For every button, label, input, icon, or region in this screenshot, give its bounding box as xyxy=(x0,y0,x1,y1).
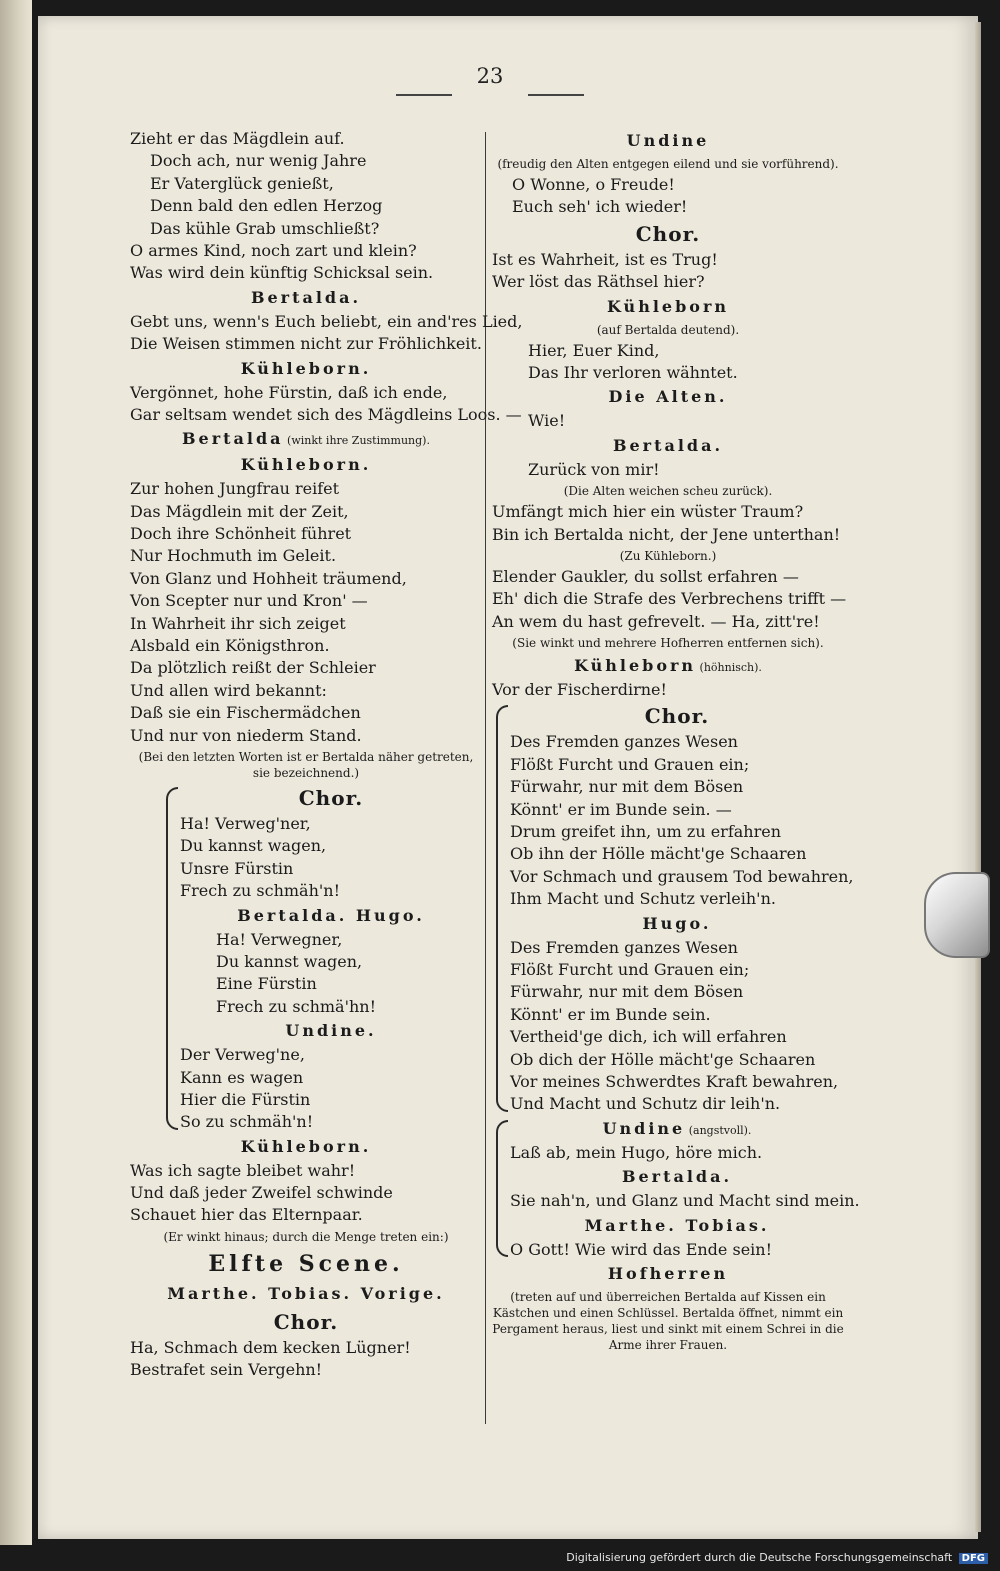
stage-direction xyxy=(492,633,844,653)
stage-direction xyxy=(492,320,844,340)
speaker-name xyxy=(130,1307,482,1337)
speaker-text: Undine xyxy=(626,131,710,150)
speaker-name xyxy=(180,783,482,813)
stage-direction xyxy=(492,154,844,174)
stage-direction xyxy=(492,481,844,501)
line-text: Ist es Wahrheit, ist es Trug! xyxy=(492,249,718,269)
line-text: Ha! Verwegner, xyxy=(216,929,343,949)
line-text: Ob dich der Hölle mächt'ge Schaaren xyxy=(510,1049,816,1069)
verse-line xyxy=(130,635,482,657)
verse-line xyxy=(492,362,844,384)
verse-line xyxy=(130,218,482,240)
verse-line xyxy=(492,611,844,633)
speaker-text: Bertalda xyxy=(182,429,284,449)
verse-line xyxy=(130,545,482,567)
dir-text: (freudig den Alten entgegen eilend und sie vorführend). xyxy=(497,157,839,171)
line-text: Zieht er das Mägdlein auf. xyxy=(130,129,345,148)
line-text: Hier, Euer Kind, xyxy=(528,340,660,360)
verse-line xyxy=(130,404,522,426)
line-text: Vergönnet, hohe Fürstin, daß ich ende, xyxy=(130,382,448,402)
line-text: Eine Fürstin xyxy=(216,974,317,994)
dir-text: (Sie winkt und mehrere Hofherren entfernen sich). xyxy=(512,636,824,651)
chorus-brace-group xyxy=(162,783,482,1134)
line-text: An wem du hast gefrevelt. — Ha, zitt're! xyxy=(492,611,820,631)
speaker-name xyxy=(130,426,482,452)
line-text: Von Glanz und Hohheit träumend, xyxy=(130,568,407,588)
line-text: Flößt Furcht und Grauen ein; xyxy=(510,959,750,979)
line-text: Drum greifet ihn, um zu erfahren xyxy=(510,822,782,842)
line-text: Daß sie ein Fischermädchen xyxy=(130,703,361,723)
line-text: Die Weisen stimmen nicht zur Fröhlichkeit. xyxy=(130,334,482,354)
speaker-direction: (winkt ihre Zustimmung). xyxy=(283,434,430,448)
speaker-name xyxy=(492,128,844,154)
stage-direction xyxy=(130,1227,482,1247)
line-text: O armes Kind, noch zart und klein? xyxy=(130,240,417,260)
speaker-name xyxy=(510,911,844,937)
speaker-name xyxy=(492,653,844,679)
line-text: Frech zu schmä'hn! xyxy=(216,996,377,1016)
line-text: Fürwahr, nur mit dem Bösen xyxy=(510,982,744,1002)
speaker-name xyxy=(492,1261,844,1287)
line-text: Vor der Fischerdirne! xyxy=(492,680,667,700)
line-text: Bin ich Bertalda nicht, der Jene unterthan! xyxy=(492,524,841,544)
chorus-brace-group xyxy=(492,701,854,1115)
speaker-name xyxy=(510,1213,844,1239)
verse-line xyxy=(180,813,482,835)
verse-line xyxy=(510,731,844,753)
speaker-text: Chor. xyxy=(273,1309,339,1334)
speaker-text: Elfte Scene. xyxy=(208,1250,404,1277)
verse-line xyxy=(180,1067,482,1089)
line-text: Gar seltsam wendet sich des Mägdleins Loos. — xyxy=(130,404,522,424)
line-text: Der Verweg'ne, xyxy=(180,1045,305,1065)
speaker-name xyxy=(492,433,844,459)
line-text: Könnt' er im Bunde sein. xyxy=(510,1004,711,1024)
dir-text: (Er winkt hinaus; durch die Menge treten ein:) xyxy=(163,1229,449,1244)
page-stack-edge xyxy=(975,22,981,1532)
speaker-name xyxy=(510,701,844,731)
verse-line xyxy=(492,501,844,523)
speaker-text: Bertalda. Hugo. xyxy=(237,905,425,925)
verse-line xyxy=(130,262,482,284)
line-text: Vor Schmach und grausem Tod bewahren, xyxy=(510,866,854,886)
speaker-text: Die Alten. xyxy=(608,387,728,407)
speaker-name xyxy=(492,294,844,320)
line-text: Und nur von niederm Stand. xyxy=(130,725,362,745)
verse-line xyxy=(510,981,844,1003)
line-text: Ihm Macht und Schutz verleih'n. xyxy=(510,889,776,909)
line-text: Was ich sagte bleibet wahr! xyxy=(130,1160,356,1180)
line-text: Wie! xyxy=(528,411,566,431)
line-text: Zur hohen Jungfrau reifet xyxy=(130,479,340,499)
verse-line xyxy=(130,501,482,523)
dir-text: (auf Bertalda deutend). xyxy=(596,322,740,337)
footer-text: Digitalisierung gefördert durch die Deutsche Forschungsgemeinschaft xyxy=(566,1551,953,1564)
speaker-name xyxy=(510,1164,844,1190)
verse-line xyxy=(130,1204,482,1226)
verse-line xyxy=(130,590,482,612)
speaker-text: Marthe. Tobias. xyxy=(584,1215,770,1235)
speaker-direction: (höhnisch). xyxy=(696,661,762,675)
verse-line xyxy=(180,858,482,880)
line-text: Sie nah'n, und Glanz und Macht sind mein. xyxy=(510,1191,860,1211)
verse-line xyxy=(492,249,844,271)
verse-line xyxy=(510,843,844,865)
speaker-text: Marthe. Tobias. Vorige. xyxy=(167,1283,445,1303)
speaker-name xyxy=(510,1116,844,1142)
line-text: Flößt Furcht und Grauen ein; xyxy=(510,754,750,774)
line-text: Und Macht und Schutz dir leih'n. xyxy=(510,1094,781,1114)
chorus-brace-group xyxy=(492,1116,860,1261)
line-text: Umfängt mich hier ein wüster Traum? xyxy=(492,502,804,522)
verse-line xyxy=(130,173,482,195)
line-text: Ha! Verweg'ner, xyxy=(180,813,311,833)
dir-text: (Bei den letzten Worten ist er Bertalda näher getreten, sie bezeichnend.) xyxy=(138,749,474,780)
verse-line xyxy=(510,1093,844,1115)
verse-line xyxy=(180,1111,482,1133)
stage-direction xyxy=(492,1287,844,1355)
verse-line xyxy=(130,195,482,217)
verse-line xyxy=(130,657,482,679)
line-text: Er Vaterglück genießt, xyxy=(150,173,334,193)
verse-line xyxy=(180,1044,482,1066)
verse-line xyxy=(510,799,844,821)
line-text: Frech zu schmäh'n! xyxy=(180,881,341,901)
line-text: Nur Hochmuth im Geleit. xyxy=(130,546,337,566)
speaker-name xyxy=(492,219,844,249)
speaker-text: Kühleborn. xyxy=(240,358,372,378)
verse-line xyxy=(510,937,844,959)
line-text: Schauet hier das Elternpaar. xyxy=(130,1205,363,1225)
speaker-name xyxy=(492,384,844,410)
speaker-text: Kühleborn xyxy=(574,656,697,676)
speaker-name xyxy=(130,452,482,478)
line-text: Könnt' er im Bunde sein. — xyxy=(510,799,732,819)
speaker-name xyxy=(130,1281,482,1307)
verse-line xyxy=(510,1071,844,1093)
verse-line xyxy=(130,523,482,545)
speaker-text: Chor. xyxy=(635,221,701,246)
verse-line xyxy=(510,1049,844,1071)
verse-line xyxy=(510,888,844,910)
left-column xyxy=(130,128,523,1382)
verse-line xyxy=(130,568,482,590)
verse-line xyxy=(510,866,854,888)
line-text: Laß ab, mein Hugo, höre mich. xyxy=(510,1142,763,1162)
speaker-text: Hugo. xyxy=(642,913,712,933)
line-text: Das kühle Grab umschließt? xyxy=(150,218,380,238)
line-text: Das Mägdlein mit der Zeit, xyxy=(130,501,349,521)
verse-line xyxy=(492,174,844,196)
line-text: So zu schmäh'n! xyxy=(180,1112,314,1132)
verse-line xyxy=(180,973,482,995)
dir-text: (treten auf und überreichen Bertalda auf Kissen ein Kästchen und einen Schlüssel. Bertalda öffnet, nimmt ein Pergament heraus, liest und sinkt mit einem Schrei in die Arme ihrer Frauen. xyxy=(492,1289,844,1352)
verse-line xyxy=(492,679,844,701)
line-text: Vor meines Schwerdtes Kraft bewahren, xyxy=(510,1071,839,1091)
verse-line xyxy=(510,754,844,776)
verse-line xyxy=(510,959,844,981)
verse-line xyxy=(130,1182,482,1204)
line-text: Da plötzlich reißt der Schleier xyxy=(130,658,376,678)
line-text: Des Fremden ganzes Wesen xyxy=(510,732,738,752)
verse-line xyxy=(492,588,847,610)
line-text: Zurück von mir! xyxy=(528,459,660,479)
verse-line xyxy=(510,1239,844,1261)
verse-line xyxy=(130,725,482,747)
verse-line xyxy=(130,1160,482,1182)
line-text: Du kannst wagen, xyxy=(216,951,363,971)
verse-line xyxy=(130,240,482,262)
verse-line xyxy=(180,1089,482,1111)
speaker-name xyxy=(130,285,482,311)
speaker-text: Kühleborn. xyxy=(240,1136,372,1156)
speaker-name xyxy=(130,356,482,382)
speaker-name xyxy=(130,1134,482,1160)
line-text: Bestrafet sein Vergehn! xyxy=(130,1360,323,1380)
line-text: O Wonne, o Freude! xyxy=(512,175,675,194)
footer-credit xyxy=(566,1551,988,1564)
previous-page-edge xyxy=(0,0,32,1545)
verse-line xyxy=(180,996,482,1018)
speaker-text: Chor. xyxy=(298,785,364,810)
page-clip-tab[interactable] xyxy=(924,872,990,958)
line-text: Ob ihn der Hölle mächt'ge Schaaren xyxy=(510,844,807,864)
line-text: Was wird dein künftig Schicksal sein. xyxy=(130,263,434,283)
verse-line xyxy=(510,1004,844,1026)
right-column xyxy=(492,128,860,1355)
verse-line xyxy=(130,311,523,333)
speaker-text: Bertalda. xyxy=(612,435,724,455)
verse-line xyxy=(130,1359,482,1381)
page-number: 23 xyxy=(476,64,504,88)
line-text: Wer löst das Räthsel hier? xyxy=(492,272,705,292)
verse-line xyxy=(492,566,844,588)
speaker-text: Bertalda. xyxy=(250,287,362,307)
line-text: Unsre Fürstin xyxy=(180,858,294,878)
verse-line xyxy=(492,459,844,481)
verse-line xyxy=(492,271,844,293)
line-text: Ha, Schmach dem kecken Lügner! xyxy=(130,1337,411,1357)
line-text: Des Fremden ganzes Wesen xyxy=(510,937,738,957)
dir-text: (Die Alten weichen scheu zurück). xyxy=(563,484,773,499)
line-text: Vertheid'ge dich, ich will erfahren xyxy=(510,1027,787,1047)
line-text: Alsbald ein Königsthron. xyxy=(130,636,330,656)
line-text: Euch seh' ich wieder! xyxy=(512,197,688,217)
line-text: Denn bald den edlen Herzog xyxy=(150,196,383,216)
speaker-text: Undine xyxy=(602,1118,686,1138)
speaker-direction: (angstvoll). xyxy=(685,1123,752,1137)
line-text: Von Scepter nur und Kron' — xyxy=(130,591,368,611)
line-text: Doch ihre Schönheit führet xyxy=(130,524,352,544)
speaker-text: Hofherren xyxy=(607,1263,729,1283)
speaker-name xyxy=(130,1247,482,1281)
verse-line xyxy=(130,702,482,724)
line-text: Gebt uns, wenn's Euch beliebt, ein and'res Lied, xyxy=(130,311,523,331)
line-text: O Gott! Wie wird das Ende sein! xyxy=(510,1239,773,1259)
verse-line xyxy=(130,128,482,150)
line-text: Und daß jeder Zweifel schwinde xyxy=(130,1183,393,1203)
speaker-text: Undine. xyxy=(285,1021,377,1041)
verse-line xyxy=(510,776,844,798)
verse-line xyxy=(492,524,844,546)
verse-line xyxy=(492,410,844,432)
line-text: Du kannst wagen, xyxy=(180,836,327,856)
verse-line xyxy=(130,613,482,635)
line-text: Und allen wird bekannt: xyxy=(130,680,327,700)
line-text: In Wahrheit ihr sich zeiget xyxy=(130,613,346,633)
verse-line xyxy=(180,951,482,973)
line-text: Das Ihr verloren wähntet. xyxy=(528,362,738,382)
verse-line xyxy=(492,340,844,362)
line-text: Eh' dich die Strafe des Verbrechens trifft — xyxy=(492,589,847,609)
verse-line xyxy=(180,880,482,902)
stage-direction xyxy=(492,546,844,566)
verse-line xyxy=(130,478,482,500)
verse-line xyxy=(130,150,482,172)
speaker-text: Kühleborn. xyxy=(240,455,372,475)
page-number-rule-right xyxy=(528,94,584,96)
speaker-text: Kühleborn xyxy=(607,296,729,316)
verse-line xyxy=(510,1026,844,1048)
line-text: Kann es wagen xyxy=(180,1067,304,1087)
verse-line xyxy=(510,1190,860,1212)
verse-line xyxy=(180,835,482,857)
verse-line xyxy=(180,929,482,951)
dfg-logo: DFG xyxy=(959,1553,988,1564)
line-text: Elender Gaukler, du sollst erfahren — xyxy=(492,566,799,586)
dir-text: (Zu Kühleborn.) xyxy=(619,548,717,563)
verse-line xyxy=(130,382,482,404)
line-text: Fürwahr, nur mit dem Bösen xyxy=(510,777,744,797)
verse-line xyxy=(510,1142,844,1164)
line-text: Doch ach, nur wenig Jahre xyxy=(150,151,367,171)
speaker-text: Chor. xyxy=(644,704,710,729)
speaker-name xyxy=(180,1018,482,1044)
verse-line xyxy=(130,333,482,355)
page-number-rule-left xyxy=(396,94,452,96)
speaker-name xyxy=(180,903,482,929)
verse-line xyxy=(130,1337,482,1359)
line-text: Hier die Fürstin xyxy=(180,1089,311,1109)
verse-line xyxy=(130,680,482,702)
stage-direction xyxy=(130,747,482,783)
verse-line xyxy=(492,196,844,218)
speaker-text: Bertalda. xyxy=(621,1167,733,1187)
verse-line xyxy=(510,821,844,843)
